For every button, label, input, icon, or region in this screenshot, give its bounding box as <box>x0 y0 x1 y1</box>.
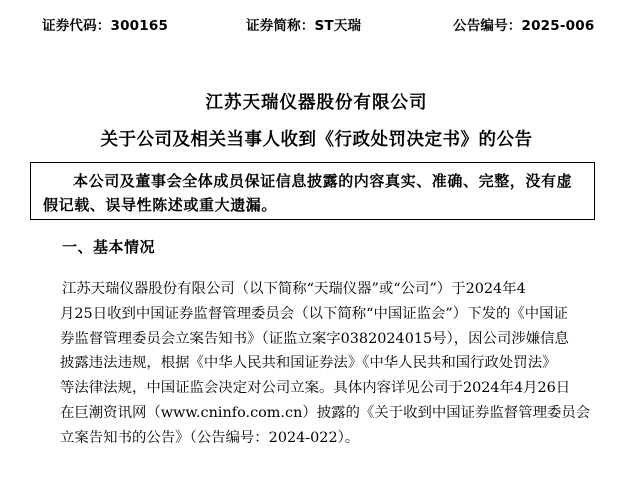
paragraph-line: 立案告知书的公告》（公告编号：2024-022）。 <box>60 429 360 446</box>
announcement-title: 关于公司及相关当事人收到《行政处罚决定书》的公告 <box>100 130 533 150</box>
section-heading: 一、基本情况 <box>62 238 156 256</box>
paragraph-line: 等法律法规，中国证监会决定对公司立案。具体内容详见公司于2024年4月26日 <box>60 380 571 397</box>
paragraph-line: 券监督管理委员会立案告知书》（证监立案字0382024015号），因公司涉嫌信息 <box>60 330 569 347</box>
security-code: 证券代码：300165 <box>42 18 169 34</box>
company-title: 江苏天瑞仪器股份有限公司 <box>205 93 428 113</box>
paragraph-line: 在巨潮资讯网（www.cninfo.com.cn）披露的《关于收到中国证券监督管理委员会 <box>60 404 591 421</box>
paragraph-line: 披露违法违规，根据《中华人民共和国证券法》《中华人民共和国行政处罚法》 <box>60 355 557 372</box>
paragraph-line: 江苏天瑞仪器股份有限公司（以下简称“天瑞仪器”或“公司”）于2024年4 <box>62 281 526 297</box>
document-header <box>0 14 633 36</box>
notice-number: 公告编号：2025-006 <box>453 18 595 34</box>
paragraph-line: 月25日收到中国证券监督管理委员会（以下简称“中国证监会”）下发的《中国证 <box>60 305 568 322</box>
body-paragraph <box>62 277 602 451</box>
declaration-line-1: 本公司及董事会全体成员保证信息披露的内容真实、准确、完整，没有虚 <box>73 172 573 190</box>
security-name: 证券简称：ST天瑞 <box>246 18 362 34</box>
declaration-line-2: 假记载、误导性陈述或重大遗漏。 <box>43 196 278 214</box>
declaration-box <box>30 162 595 220</box>
